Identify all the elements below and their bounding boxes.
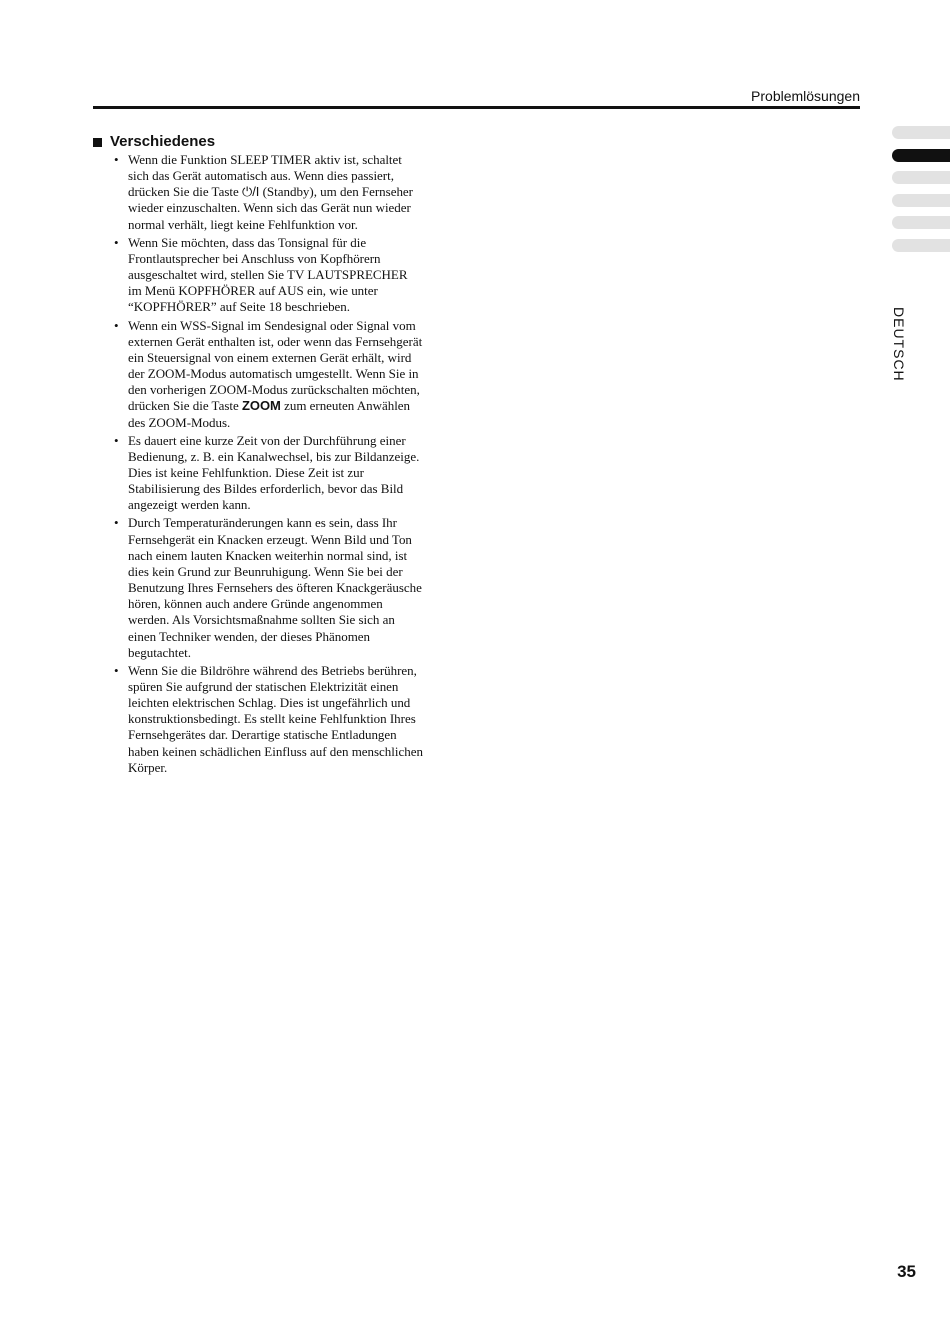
item-text: Wenn Sie möchten, dass das Tonsignal für die Frontlautsprecher bei Anschluss von Kopfhörern ausgeschaltet wird, stellen Sie TV LAUTSPRECHER im Menü KOPFHÖRER auf AUS ein, wie unter “KOPFHÖRER” auf Seite 18 beschrieben.: [128, 234, 408, 315]
item-text: Wenn Sie die Bildröhre während des Betriebs berühren, spüren Sie aufgrund der statischen Elektrizität einen leichten elektrischen Schlag. Dies ist ungefährlich und konstruktionsbedingt. Es stellt keine Fehlfunktion Ihres Fernsehgerätes dar. Derartige statische Entladungen haben keinen schädlichen Einfluss auf den menschlichen Körper.: [128, 662, 423, 775]
item-text: (Standby), um den Fernseher wieder einzuschalten. Wenn sich das Gerät nun wieder normal verhält, liegt keine Fehlfunktion vor.: [128, 184, 413, 232]
list-item: [113, 663, 453, 776]
bullet-icon: •: [114, 317, 119, 333]
language-label: DEUTSCH: [891, 307, 907, 382]
language-tab: [892, 194, 950, 207]
language-tabs: [892, 126, 950, 262]
list-item: [113, 235, 453, 316]
language-tab: [892, 171, 950, 184]
bullet-icon: •: [114, 662, 119, 678]
item-text: Wenn ein WSS-Signal im Sendesignal oder Signal vom externen Gerät enthalten ist, oder wenn das Fernsehgerät ein Steuersignal von einem externen Gerät erhält, wird der ZOOM-Modus automatisch umgestellt. Wenn Sie in den vorherigen ZOOM-Modus zurückschalten möchten, drücken Sie die Taste: [128, 317, 423, 414]
item-text: Durch Temperaturänderungen kann es sein, dass Ihr Fernsehgerät ein Knacken erzeugt. Wenn Bild und Ton nach einem lauten Knacken weiterhin normal sind, ist dies kein Grund zur Beunruhigung. Wenn Sie bei der Benutzung Ihres Fernsehers des öfteren Knackgeräusche hören, können auch andere Gründe angenommen werden. Als Vorsichtsmaßnahme sollten Sie sich an einen Techniker wenden, der dieses Phänomen begutachtet.: [128, 515, 422, 660]
bullet-icon: •: [114, 515, 119, 531]
bullet-icon: •: [114, 234, 119, 250]
square-bullet-icon: [93, 138, 102, 147]
item-text: Es dauert eine kurze Zeit von der Durchführung einer Bedienung, z. B. ein Kanalwechsel, bis zur Bildanzeige. Dies ist keine Fehlfunktion. Diese Zeit ist zur Stabilisierung des Bildes erforderlich, bevor das Bild angezeigt werden kann.: [128, 432, 420, 513]
language-tab: [892, 216, 950, 229]
language-tab: [892, 149, 950, 162]
item-text: Wenn die Funktion SLEEP TIMER aktiv ist, schaltet sich das Gerät automatisch aus. Wenn dies passiert, drücken Sie die Taste: [128, 152, 402, 200]
zoom-key-label: ZOOM: [241, 398, 281, 414]
list-item: [113, 515, 453, 660]
bullet-icon: •: [114, 432, 119, 448]
bullet-list: [113, 152, 453, 778]
item-text: zum erneuten Anwählen des ZOOM-Modus.: [128, 398, 411, 430]
language-tab: [892, 126, 950, 139]
header-rule: [93, 106, 860, 109]
list-item: [113, 152, 453, 233]
standby-key-label: ⏻/I: [241, 184, 260, 200]
list-item: [113, 318, 453, 431]
list-item: [113, 433, 453, 514]
language-tab: [892, 239, 950, 252]
section-heading: [93, 132, 215, 152]
section-title: Verschiedenes: [110, 133, 216, 150]
page-header: Problemlösungen: [751, 88, 860, 104]
bullet-icon: •: [114, 152, 119, 167]
page-number: 35: [897, 1262, 916, 1281]
